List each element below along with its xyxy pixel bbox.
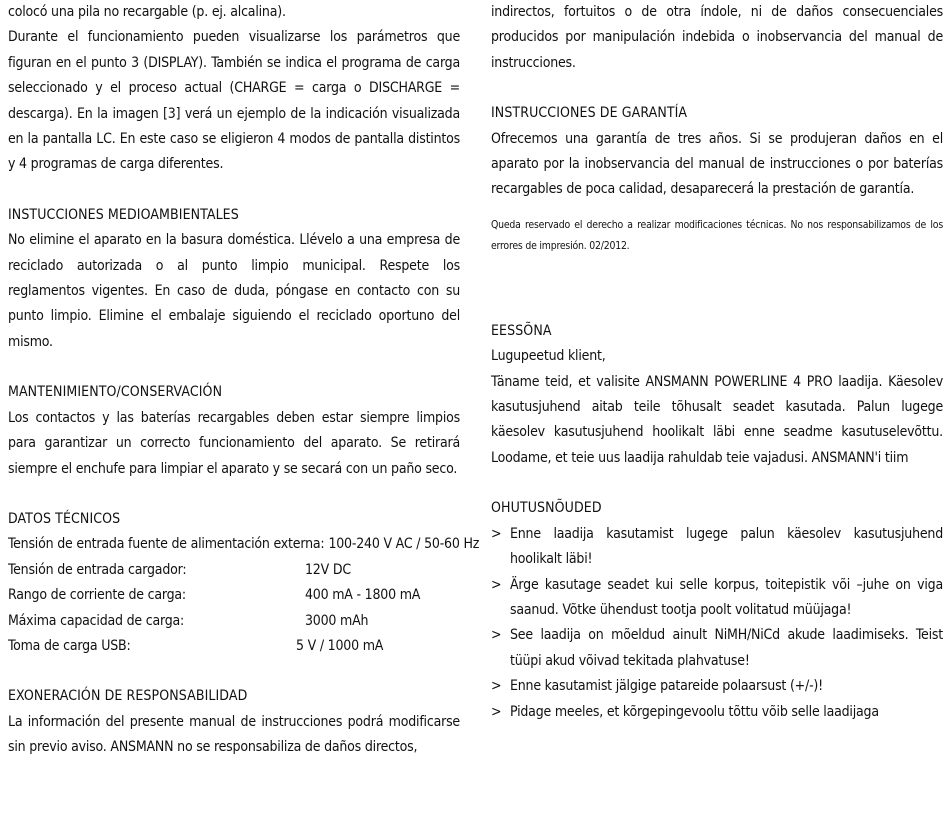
maintenance-body: Los contactos y las baterías recargables deben estar siempre limpios para garantizar un correcto funcionamiento del aparato. Se retirará siempre el enchufe para limpiar el aparato y se secará con un paño seco. xyxy=(8,409,460,477)
tech-row xyxy=(8,583,460,608)
tech-data-heading: DATOS TÉCNICOS xyxy=(8,510,121,527)
tech-value: 100-240 V AC / 50-60 Hz xyxy=(328,536,480,553)
tech-value: 12V DC xyxy=(305,561,351,578)
left-column xyxy=(8,0,480,761)
foreword-heading: EESSÕNA xyxy=(491,322,552,339)
tech-value: 400 mA - 1800 mA xyxy=(305,587,421,604)
safety-list xyxy=(491,522,943,725)
tech-value: 3000 mAh xyxy=(305,612,369,629)
warranty-heading: INSTRUCCIONES DE GARANTÍA xyxy=(491,105,688,122)
disclaimer-continued: indirectos, fortuitos o de otra índole, ni de daños consecuenciales producidos por manipulación indebida o inobservancia del manual de instrucciones. xyxy=(491,4,943,71)
tech-row xyxy=(8,634,460,659)
tech-data-table xyxy=(8,532,480,659)
foreword-body: Täname teid, et valisite ANSMANN POWERLINE 4 PRO laadija. Käesolev kasutusjuhend aitab teile tõhusalt seadet kasutada. Palun lugege käesolev kasutusjuhend hoolikalt läbi enne seadme kasutuselevõttu. Loodame, et teie uus laadija rahuldab teie vajadusi. ANSMANN'i tiim xyxy=(491,373,943,466)
disclaimer-body: La información del presente manual de instrucciones podrá modificarse sin previo aviso. ANSMANN no se responsabiliza de daños directos, xyxy=(8,713,460,756)
disclaimer-heading: EXONERACIÓN DE RESPONSABILIDAD xyxy=(8,688,248,705)
safety-item: > See laadija on mõeldud ainult NiMH/NiCd akude laadimiseks. Teist tüüpi akud võivad tekitada plahvatuse! xyxy=(491,623,943,674)
tech-label: Máxima capacidad de carga: xyxy=(8,612,185,629)
tech-row xyxy=(8,609,460,634)
tech-label: Rango de corriente de carga: xyxy=(8,587,186,604)
safety-item: > Enne kasutamist jälgige patareide polaarsust (+/-)! xyxy=(491,674,943,699)
tech-row xyxy=(8,558,460,583)
safety-item: > Enne laadija kasutamist lugege palun käesolev kasutusjuhend hoolikalt läbi! xyxy=(491,522,943,573)
tech-label: Toma de carga USB: xyxy=(8,637,131,654)
foreword-greeting: Lugupeetud klient, xyxy=(491,348,606,365)
tech-label: Tensión de entrada fuente de alimentación externa: xyxy=(8,536,325,553)
tech-label: Tensión de entrada cargador: xyxy=(8,561,187,578)
safety-item: > Pidage meeles, et kõrgepingevoolu tõttu võib selle laadijaga xyxy=(491,700,943,725)
environment-heading: INSTUCCIONES MEDIOAMBIENTALES xyxy=(8,206,239,223)
tech-value: 5 V / 1000 mA xyxy=(296,637,384,654)
environment-body: No elimine el aparato en la basura doméstica. Llévelo a una empresa de reciclado autorizada o al punto limpio municipal. Respete los reglamentos vigentes. En caso de duda, póngase en contacto con su punto limpio. Elimine el embalaje siguiendo el reciclado oportuno del mismo. xyxy=(8,232,460,350)
intro-line: colocó una pila no recargable (p. ej. alcalina). xyxy=(8,4,286,20)
safety-item: > Ärge kasutage seadet kui selle korpus, toitepistik või –juhe on viga saanud. Võtke ühendust tootja poolt volitatud müüjaga! xyxy=(491,573,943,624)
warranty-body: Ofrecemos una garantía de tres años. Si se produjeran daños en el aparato por la inobservancia del manual de instrucciones o por baterías recargables de poca calidad, desaparecerá la prestación de garantía. xyxy=(491,130,943,198)
right-column xyxy=(491,0,943,725)
display-paragraph: Durante el funcionamiento pueden visualizarse los parámetros que figuran en el punto 3 (DISPLAY). También se indica el programa de carga seleccionado y el proceso actual (CHARGE = carga o DISCHARGE = descarga). En la imagen [3] verá un ejemplo de la indicación visualizada en la pantalla LC. En este caso se eligieron 4 modos de pantalla distintos y 4 programas de carga diferentes. xyxy=(8,29,460,173)
fine-print: Queda reservado el derecho a realizar modificaciones técnicas. No nos responsabilizamos de los errores de impresión. 02/2012. xyxy=(491,218,943,252)
maintenance-heading: MANTENIMIENTO/CONSERVACIÓN xyxy=(8,384,223,401)
safety-heading: OHUTUSNÕUDED xyxy=(491,500,602,517)
tech-row xyxy=(8,532,480,557)
